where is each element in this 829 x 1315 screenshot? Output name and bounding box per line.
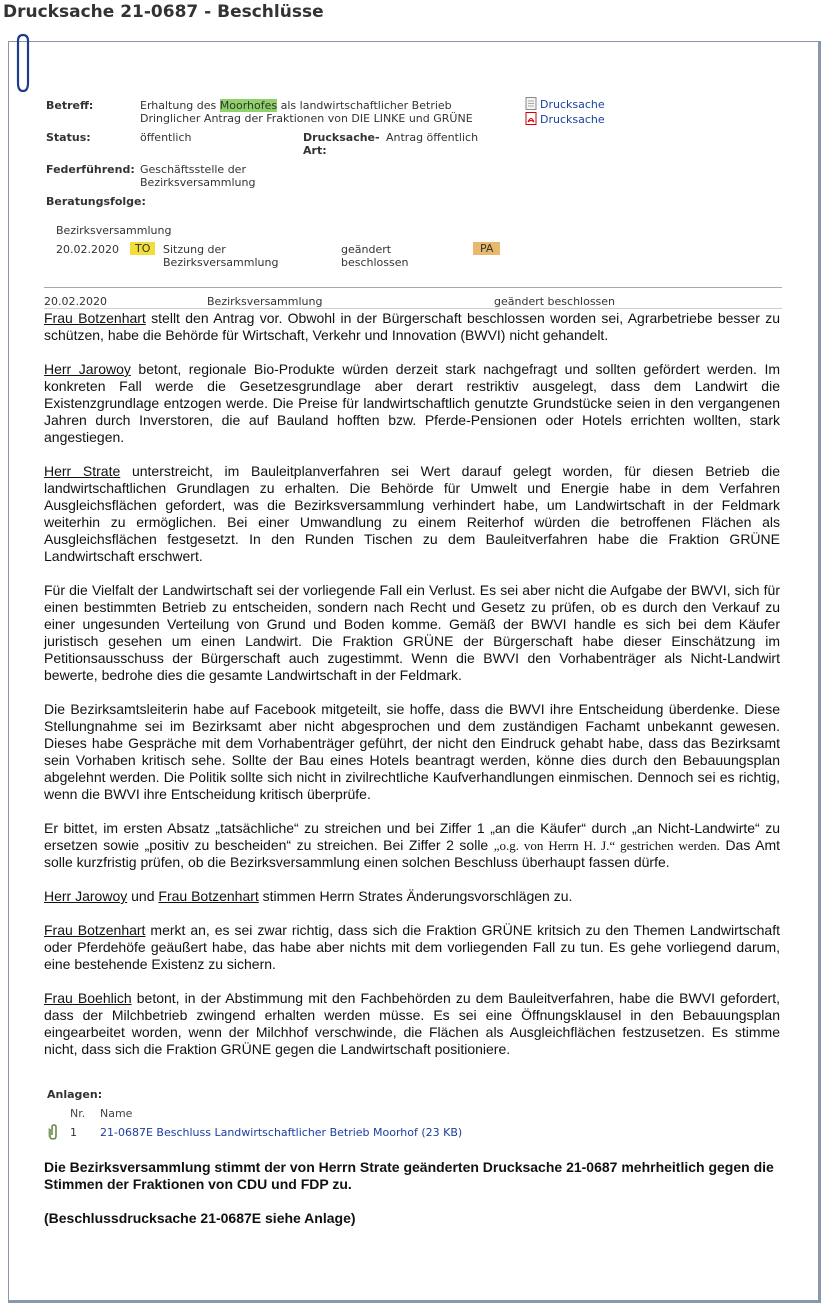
- status-label: Status:: [46, 131, 91, 144]
- federfuehrend-value: Geschäftsstelle der Bezirksversammlung: [140, 163, 256, 189]
- betreff-label: Betreff:: [46, 99, 94, 112]
- to-badge[interactable]: TO: [130, 242, 155, 255]
- speaker-name: Frau Botzenhart: [44, 922, 146, 938]
- anlagen-label: Anlagen:: [47, 1088, 103, 1101]
- betreff-value: Erhaltung des Moorhofes als landwirtschaftlicher Betrieb Dringlicher Antrag der Fraktionen von DIE LINKE und GRÜNE: [140, 99, 473, 125]
- anlage-link[interactable]: 21-0687E Beschluss Landwirtschaftlicher Betrieb Moorhof (23 KB): [100, 1126, 463, 1139]
- protocol-paragraph: Er bittet, im ersten Absatz „tatsächliche“ zu streichen und bei Ziffer 1 „an die Käufer“ durch „an Nicht-Landwirte“ zu ersetzen sowie „positiv zu bescheiden“ zu streichen. Bei Ziffer 2 solle „o.g. von Herrn H. J.“ gestrichen werden. Das Amt solle kurzfristig prüfen, ob die Bezirksversammlung einen solchen Beschluss überhaupt fassen dürfe.: [44, 820, 780, 870]
- protocol-paragraph: Die Bezirksamtsleiterin habe auf Facebook mitgeteilt, sie hoffe, dass die BWVI ihre Entscheidung überdenke. Diese Stellungnahme sei im Bezirksamt aber nicht abgesprochen und dem zuständigen Fachamt unbekannt gewesen. Dieses habe Gespräche mit dem Vorhabenträger geführt, der nicht den Eindruck gehabt habe, dass das Bezirksamt sein Vorhaben kritisch sehe. Sollte der Bau eines Hotels beantragt werden, könne dies durch den Bebauungsplan abgelehnt werden. Die Politik sollte sich nicht in zivilrechtliche Kaufverhandlungen einmischen. Dennoch sei es richtig, wenn die BWVI ihre Entscheidung kritisch überprüfe.: [44, 701, 780, 802]
- protocol-paragraph: Frau Botzenhart merkt an, es sei zwar richtig, dass sich die Fraktion GRÜNE kritsich zu den Themen Landwirtschaft oder Pferdehöfe geäußert habe, das habe aber nichts mit dem vorliegenden Fall zu tun. Es gehe vorliegend darum, eine bestehende Existenz zu sichern.: [44, 922, 780, 972]
- document-icon: [525, 97, 537, 110]
- betreff-subtitle: Dringlicher Antrag der Fraktionen von DIE LINKE und GRÜNE: [140, 112, 473, 125]
- divider: [44, 287, 782, 288]
- search-highlight: Moorhofes: [219, 99, 278, 112]
- protocol-paragraph: Frau Boehlich betont, in der Abstimmung mit den Fachbehörden zu dem Bauleitverfahren, habe die BWVI gefordert, dass der Milchbetrieb zwingend erhalten werden müsse. Es sei eine Öffnungsklausel in den Bebauungsplan eingearbeitet worden, wenn der Milchhof verschwinde, die Flächen als Ausgleichflächen festzusetzen. Es stimme nicht, dass sich die Fraktion GRÜNE gegen die Landwirtschaft positioniere.: [44, 990, 780, 1057]
- pa-badge[interactable]: PA: [473, 242, 500, 255]
- divider: [44, 308, 782, 309]
- speaker-name: Frau Botzenhart: [44, 310, 146, 326]
- drucksache-art-label: Drucksache- Art:: [303, 131, 380, 157]
- result-status: geändert beschlossen: [494, 295, 616, 308]
- beratung-date: 20.02.2020: [56, 243, 119, 256]
- beratung-sitzung-link[interactable]: Sitzung der Bezirksversammlung: [163, 243, 279, 269]
- drucksache-art-value: Antrag öffentlich: [386, 131, 479, 144]
- pdf-icon: [525, 112, 537, 125]
- anlage-nr: 1: [70, 1126, 77, 1139]
- decision-note: (Beschlussdrucksache 21-0687E siehe Anlage): [44, 1210, 356, 1226]
- status-value: öffentlich: [140, 131, 192, 144]
- decision-text: Die Bezirksversammlung stimmt der von Herrn Strate geänderten Drucksache 21-0687 mehrheitlich gegen die Stimmen der Fraktionen von CDU und FDP zu.: [44, 1159, 774, 1192]
- result-date: 20.02.2020: [44, 295, 107, 308]
- anlagen-col-nr: Nr.: [70, 1107, 86, 1120]
- paperclip-icon: [12, 33, 34, 95]
- drucksache-pdf-link[interactable]: Drucksache: [525, 112, 605, 127]
- drucksache-doc-link[interactable]: Drucksache: [525, 97, 605, 112]
- page-title: Drucksache 21-0687 - Beschlüsse: [3, 2, 324, 22]
- attachment-icon: [47, 1124, 59, 1140]
- protocol-text: [44, 310, 780, 1075]
- federfuehrend-label: Federführend:: [46, 163, 135, 176]
- beratungsfolge-label: Beratungsfolge:: [46, 195, 146, 208]
- protocol-paragraph: Für die Vielfalt der Landwirtschaft sei der vorliegende Fall ein Verlust. Es sei aber nicht die Aufgabe der BWVI, sich für einen bestimmten Betrieb zu entscheiden, sondern nach Recht und Gesetz zu prüfen, ob es durch den Verkauf zu einer ungesunden Verteilung von Grund und Boden komme. Gemäß der BWVI handle es sich bei dem Käufer juristisch gesehen um einen Landwirt. Die Fraktion GRÜNE der Bürgerschaft habe dieser Einschätzung im Petitionsausschuss der Bürgerschaft auch zugestimmt. Wenn die BWVI den Vorhabenträger als Nicht-Landwirt bewerte, bedrohe dies die gesamte Landwirtschaft in der Feldmark.: [44, 582, 780, 683]
- speaker-name: Frau Boehlich: [44, 990, 132, 1006]
- protocol-paragraph: Frau Botzenhart stellt den Antrag vor. Obwohl in der Bürgerschaft beschlossen worden sei, Agrarbetriebe besser zu schützen, habe die Behörde für Wirtschaft, Verkehr und Innovation (BWVI) nicht gehandelt.: [44, 310, 780, 343]
- speaker-name: Frau Botzenhart: [158, 888, 259, 904]
- protocol-paragraph: Herr Jarowoy und Frau Botzenhart stimmen Herrn Strates Änderungsvorschlägen zu.: [44, 888, 573, 904]
- protocol-paragraph: Herr Jarowoy betont, regionale Bio-Produkte würden derzeit stark nachgefragt und sollten gefördert werden. Im konkreten Fall werde die Gesetzesgrundlage aber derart restriktiv ausgelegt, dass dem Landwirt die Existenzgrundlage entzogen werde. Die Preise für landwirtschaftlich genutzte Grundstücke seien in den vergangenen Jahren durch Inverstoren, die auf Bauland hofften bzw. Pferde-Pensionen oder Hotels errichten wollten, stark angestiegen.: [44, 361, 780, 445]
- protocol-paragraph: Herr Strate unterstreicht, im Bauleitplanverfahren sei Wert darauf gelegt worden, für diesen Betrieb die landwirtschaftlichen Grundlagen zu erhalten. Die Behörde für Umwelt und Energie habe in dem Verfahren Ausgleichsflächen gefordert, was die Bezirksversammlung verhindert habe, um Landwirtschaft in der Feldmark weiterhin zu ermöglichen. Bei einer Umwandlung zu einem Reiterhof würden die betroffenen Flächen als Ausgleichsflächen festgesetzt. In den Runden Tischen zu dem Bauleitverfahren habe die Fraktion GRÜNE Landwirtschaft erschwert.: [44, 463, 780, 564]
- result-gremium: Bezirksversammlung: [207, 295, 323, 308]
- anlagen-col-name: Name: [100, 1107, 133, 1120]
- beratung-gremium: Bezirksversammlung: [56, 224, 172, 237]
- beratung-result: geändert beschlossen: [341, 243, 409, 269]
- speaker-name: Herr Jarowoy: [44, 888, 128, 904]
- speaker-name: Herr Strate: [44, 463, 121, 479]
- speaker-name: Herr Jarowoy: [44, 361, 131, 377]
